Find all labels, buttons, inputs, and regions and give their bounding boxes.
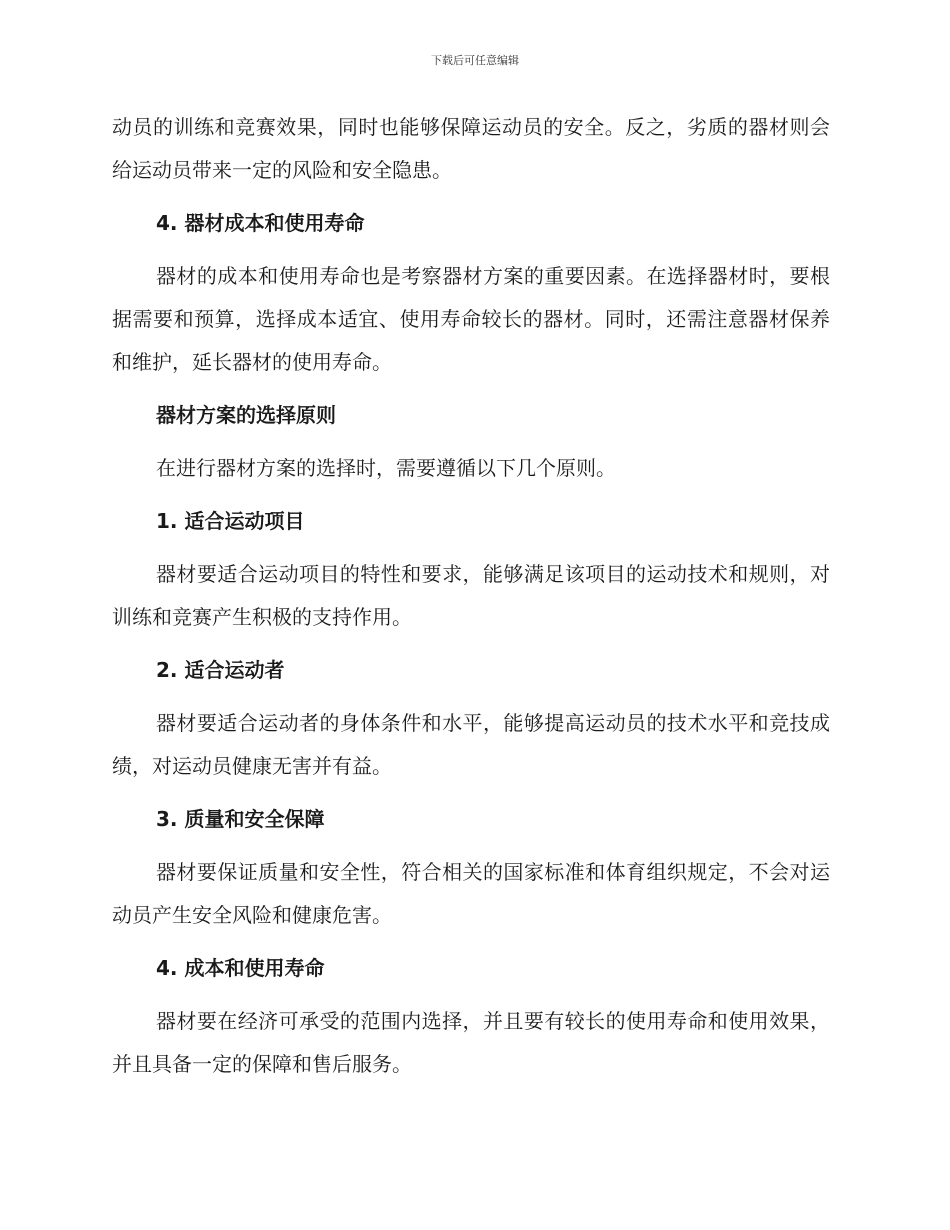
paragraph-fit-sport: 器材要适合运动项目的特性和要求，能够满足该项目的运动技术和规则，对训练和竞赛产生积极的支持作用。	[112, 562, 830, 629]
section-heading-selection-principles: 器材方案的选择原则	[156, 403, 336, 427]
section-heading-fit-athlete: 2. 适合运动者	[156, 658, 285, 682]
paragraph-continued: 动员的训练和竞赛效果，同时也能够保障运动员的安全。反之，劣质的器材则会给运动员带来一定的风险和安全隐患。	[112, 115, 830, 182]
section-heading-quality-safety: 3. 质量和安全保障	[156, 807, 325, 831]
paragraph-cost-lifespan: 器材的成本和使用寿命也是考察器材方案的重要因素。在选择器材时，要根据需要和预算，选择成本适宜、使用寿命较长的器材。同时，还需注意器材保养和维护，延长器材的使用寿命。	[112, 264, 830, 374]
section-heading-cost-life: 4. 成本和使用寿命	[156, 956, 325, 980]
section-heading-fit-sport: 1. 适合运动项目	[156, 509, 305, 533]
document-body	[112, 106, 830, 1086]
paragraph-fit-athlete: 器材要适合运动者的身体条件和水平，能够提高运动员的技术水平和竞技成绩，对运动员健康无害并有益。	[112, 711, 830, 778]
page-header: 下载后可任意编辑	[431, 54, 519, 67]
paragraph-principles-intro: 在进行器材方案的选择时，需要遵循以下几个原则。	[156, 456, 616, 480]
section-heading-cost-lifespan: 4. 器材成本和使用寿命	[156, 211, 365, 235]
paragraph-cost-life: 器材要在经济可承受的范围内选择，并且要有较长的使用寿命和使用效果，并且具备一定的保障和售后服务。	[112, 1009, 830, 1076]
paragraph-quality-safety: 器材要保证质量和安全性，符合相关的国家标准和体育组织规定，不会对运动员产生安全风险和健康危害。	[112, 860, 830, 927]
